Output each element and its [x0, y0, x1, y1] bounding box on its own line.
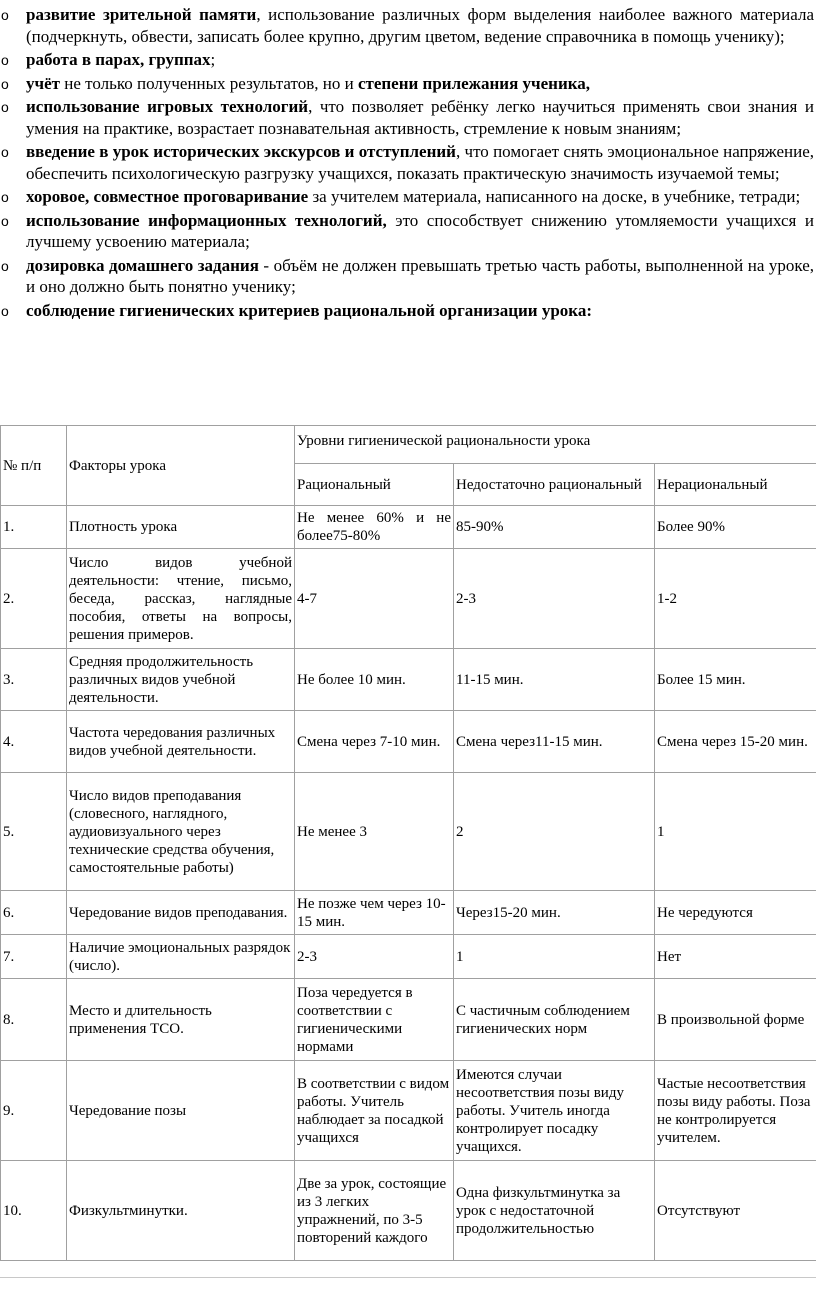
- cell-factor: Средняя продолжительность различных видов учебной деятельности.: [67, 649, 295, 711]
- bullet-text: за учителем материала, написанного на доске, в учебнике, тетради;: [308, 187, 801, 206]
- cell-insufficient: 1: [454, 935, 655, 979]
- cell-rational: Не менее 60% и не более75-80%: [295, 506, 454, 549]
- bullet-item: [0, 4, 816, 47]
- cell-insufficient: Имеются случаи несоответствия позы виду работы. Учитель иногда контролирует посадку учащихся.: [454, 1061, 655, 1161]
- cell-rational: Не менее 3: [295, 773, 454, 891]
- cell-irrational: Более 90%: [655, 506, 816, 549]
- bullet-list: [0, 4, 816, 323]
- table-row: [1, 506, 816, 549]
- bullet-item: [0, 300, 816, 322]
- cell-insufficient: С частичным соблюдением гигиенических норм: [454, 979, 655, 1061]
- bullet-marker-icon: o: [1, 302, 9, 319]
- table-row: [1, 711, 816, 773]
- cell-insufficient: Через15-20 мин.: [454, 891, 655, 935]
- cell-insufficient: 85-90%: [454, 506, 655, 549]
- cell-irrational: Более 15 мин.: [655, 649, 816, 711]
- header-rational: Рациональный: [295, 464, 454, 506]
- cell-factor: Место и длительность применения ТСО.: [67, 979, 295, 1061]
- bullet-bold-text: соблюдение гигиенических критериев рациональной организации урока:: [26, 300, 593, 320]
- header-levels: Уровни гигиенической рациональности урока: [295, 426, 816, 464]
- bullet-item: [0, 210, 816, 253]
- bullet-item: [0, 96, 816, 139]
- cell-insufficient: 2: [454, 773, 655, 891]
- bullet-bold-text: использование игровых технологий: [26, 97, 309, 116]
- cell-rational: Не позже чем через 10-15 мин.: [295, 891, 454, 935]
- cell-rational: Поза чередуется в соответствии с гигиеническими нормами: [295, 979, 454, 1061]
- bullet-item: [0, 141, 816, 184]
- bullet-item: [0, 73, 816, 95]
- cell-rational: Смена через 7-10 мин.: [295, 711, 454, 773]
- cell-irrational: В произвольной форме: [655, 979, 816, 1061]
- bullet-bold-text: дозировка домашнего задания: [26, 255, 259, 275]
- cell-rational: 4-7: [295, 549, 454, 649]
- cell-num: 9.: [1, 1061, 67, 1161]
- bullet-bold-text: введение в урок исторических экскурсов и отступлений: [26, 142, 456, 161]
- header-insufficient: Недостаточно рациональный: [454, 464, 655, 506]
- cell-irrational: Нет: [655, 935, 816, 979]
- bullet-bold-text: хоровое, совместное проговаривание: [26, 187, 309, 206]
- bullet-marker-icon: o: [1, 75, 9, 92]
- bullet-marker-icon: o: [1, 212, 9, 229]
- table-row: [1, 1061, 816, 1161]
- cell-rational: Не более 10 мин.: [295, 649, 454, 711]
- header-num: № п/п: [1, 426, 67, 506]
- cell-irrational: 1: [655, 773, 816, 891]
- table-header-row: [1, 426, 816, 464]
- cell-irrational: Смена через 15-20 мин.: [655, 711, 816, 773]
- bullet-item: [0, 49, 816, 71]
- cell-rational: Две за урок, состоящие из 3 легких упражнений, по 3-5 повторений каждого: [295, 1161, 454, 1261]
- cell-irrational: Не чередуются: [655, 891, 816, 935]
- bullet-marker-icon: o: [1, 144, 9, 160]
- bullet-marker-icon: o: [1, 189, 9, 205]
- cell-num: 1.: [1, 506, 67, 549]
- cell-irrational: Частые несоответствия позы виду работы. Поза не контролируется учителем.: [655, 1061, 816, 1161]
- bullet-bold-text-2: степени прилежания ученика,: [357, 73, 591, 93]
- bullet-bold-text: работа в парах, группах: [26, 50, 211, 69]
- bullet-bold-text: использование информационных технологий,: [26, 210, 387, 230]
- header-irrational: Нерациональный: [655, 464, 816, 506]
- factors-table: [0, 425, 816, 1261]
- cell-num: 7.: [1, 935, 67, 979]
- cell-factor: Чередование видов преподавания.: [67, 891, 295, 935]
- cell-num: 8.: [1, 979, 67, 1061]
- cell-irrational: 1-2: [655, 549, 816, 649]
- table-row: [1, 891, 816, 935]
- bullet-text: не только полученных результатов, но и: [59, 73, 358, 93]
- table-row: [1, 649, 816, 711]
- cell-factor: Число видов учебной деятельности: чтение, письмо, беседа, рассказ, наглядные пособия, ответы на вопросы, решения примеров.: [67, 549, 295, 649]
- cell-num: 6.: [1, 891, 67, 935]
- bullet-bold-text: развитие зрительной памяти: [26, 5, 257, 24]
- bullet-text: это способствует снижению утомляемости учащихся и лучшему усвоению материала;: [26, 210, 814, 251]
- cell-num: 2.: [1, 549, 67, 649]
- table-row: [1, 549, 816, 649]
- bullet-text: , что позволяет ребёнку легко научиться применять свои знания и умения на практике, возрастает познавательная активность, стремление к новым знаниям;: [26, 97, 814, 138]
- cell-factor: Наличие эмоциональных разрядок (число).: [67, 935, 295, 979]
- cell-factor: Частота чередования различных видов учебной деятельности.: [67, 711, 295, 773]
- cell-num: 10.: [1, 1161, 67, 1261]
- bullet-text: , использование различных форм выделения наиболее важного материала (подчеркнуть, обвести, записать более крупно, другим цветом, ведение справочника в помощь ученику);: [26, 5, 814, 46]
- cell-factor: Плотность урока: [67, 506, 295, 549]
- page-bottom-divider: [0, 1277, 816, 1278]
- bullet-text: ;: [210, 50, 216, 69]
- cell-insufficient: Смена через11-15 мин.: [454, 711, 655, 773]
- cell-factor: Чередование позы: [67, 1061, 295, 1161]
- cell-irrational: Отсутствуют: [655, 1161, 816, 1261]
- table-row: [1, 979, 816, 1061]
- bullet-marker-icon: o: [1, 99, 9, 115]
- bullet-marker-icon: o: [1, 52, 9, 68]
- table-row: [1, 935, 816, 979]
- cell-insufficient: 2-3: [454, 549, 655, 649]
- bullet-marker-icon: o: [1, 7, 9, 23]
- cell-factor: Число видов преподавания (словесного, наглядного, аудиовизуального через технические средства обучения, самостоятельные работы): [67, 773, 295, 891]
- cell-insufficient: Одна физкультминутка за урок с недостаточной продолжительностью: [454, 1161, 655, 1261]
- cell-num: 3.: [1, 649, 67, 711]
- bullet-item: [0, 186, 816, 208]
- table-row: [1, 1161, 816, 1261]
- table-row: [1, 773, 816, 891]
- cell-insufficient: 11-15 мин.: [454, 649, 655, 711]
- bullet-bold-text: учёт: [26, 73, 60, 93]
- cell-factor: Физкультминутки.: [67, 1161, 295, 1261]
- bullet-text: , что помогает снять эмоциональное напряжение, обеспечить психологическую разгрузку учащихся, показать практическую значимость изучаемой темы;: [26, 142, 814, 183]
- header-factors: Факторы урока: [67, 426, 295, 506]
- factors-table-wrapper: [0, 425, 816, 1261]
- cell-num: 5.: [1, 773, 67, 891]
- bullet-marker-icon: o: [1, 257, 9, 274]
- bullet-text: - объём не должен превышать третью часть работы, выполненной на уроке, и оно должно быть понятно ученику;: [26, 255, 814, 296]
- cell-num: 4.: [1, 711, 67, 773]
- cell-rational: 2-3: [295, 935, 454, 979]
- cell-rational: В соответствии с видом работы. Учитель наблюдает за посадкой учащихся: [295, 1061, 454, 1161]
- bullet-item: [0, 255, 816, 298]
